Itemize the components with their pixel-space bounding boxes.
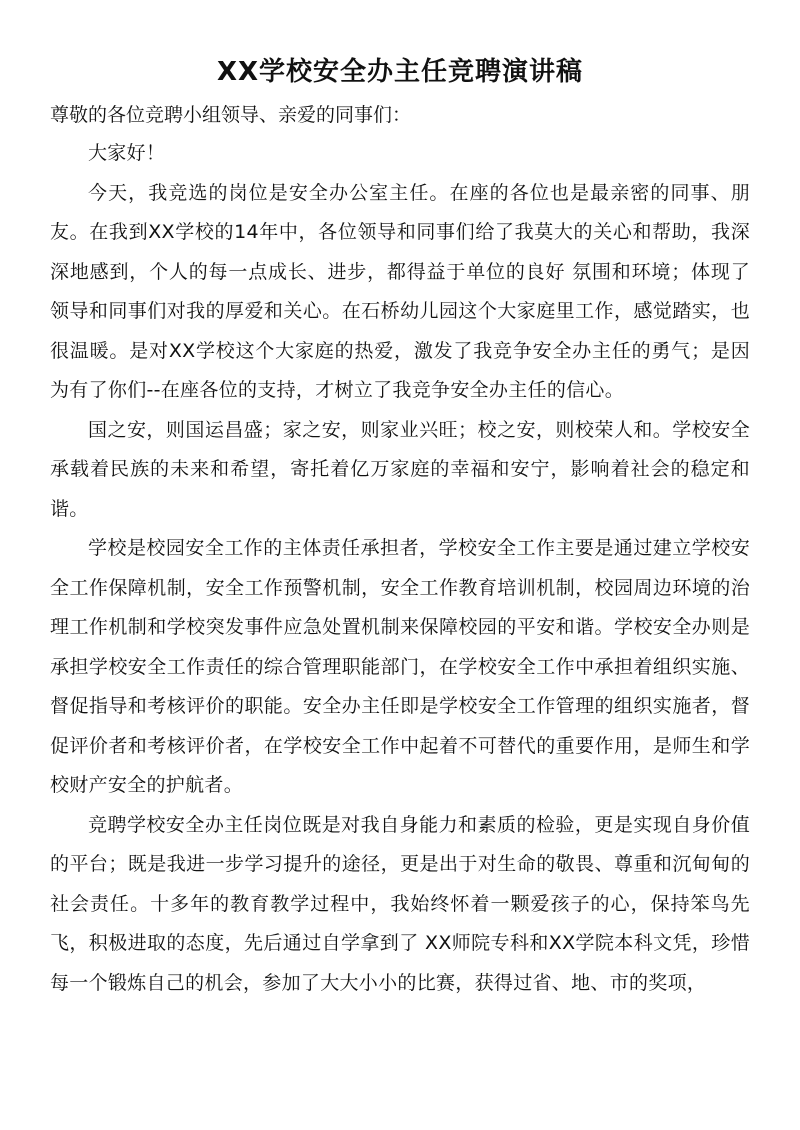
- paragraph-personal-motivation: 竞聘学校安全办主任岗位既是对我自身能力和素质的检验，更是实现自身价值的平台；既是我进一步学习提升的途径，更是出于对生命的敬畏、尊重和沉甸甸的社会责任。十多年的教育教学过程中，我始终怀着一颗爱孩子的心，保持笨鸟先飞，积极进取的态度，先后通过自学拿到了 XX师院专科和XX学院本科文凭，珍惜每一个锻炼自己的机会，参加了大大小小的比赛，获得过省、地、市的奖项，: [50, 813, 750, 994]
- paragraph-school-safety-importance: 国之安，则国运昌盛；家之安，则家业兴旺；校之安，则校荣人和。学校安全承载着民族的未来和希望，寄托着亿万家庭的幸福和安宁，影响着社会的稳定和谐。: [50, 418, 750, 520]
- paragraph-introduction: 今天，我竞选的岗位是安全办公室主任。在座的各位也是最亲密的同事、朋友。在我到XX学校的14年中，各位领导和同事们给了我莫大的关心和帮助，我深深地感到，个人的每一点成长、进步，都得益于单位的良好 氛围和环境；体现了领导和同事们对我的厚爱和关心。在石桥幼儿园这个大家庭里工作，感觉踏实，也很温暖。是对XX学校这个大家庭的热爱，激发了我竞争安全办主任的勇气；是因为有了你们--在座各位的支持，才树立了我竞争安全办主任的信心。: [50, 181, 750, 401]
- paragraph-greeting: 大家好！: [88, 142, 166, 164]
- salutation: 尊敬的各位竞聘小组领导、亲爱的同事们：: [50, 104, 412, 126]
- document-title: XX学校安全办主任竞聘演讲稿: [216, 57, 584, 87]
- paragraph-safety-office-role: 学校是校园安全工作的主体责任承担者，学校安全工作主要是通过建立学校安全工作保障机制，安全工作预警机制，安全工作教育培训机制，校园周边环境的治理工作机制和学校突发事件应急处置机制来保障校园的平安和谐。学校安全办则是承担学校安全工作责任的综合管理职能部门，在学校安全工作中承担着组织实施、督促指导和考核评价的职能。安全办主任即是学校安全工作管理的组织实施者，督促评价者和考核评价者，在学校安全工作中起着不可替代的重要作用，是师生和学校财产安全的护航者。: [50, 537, 750, 796]
